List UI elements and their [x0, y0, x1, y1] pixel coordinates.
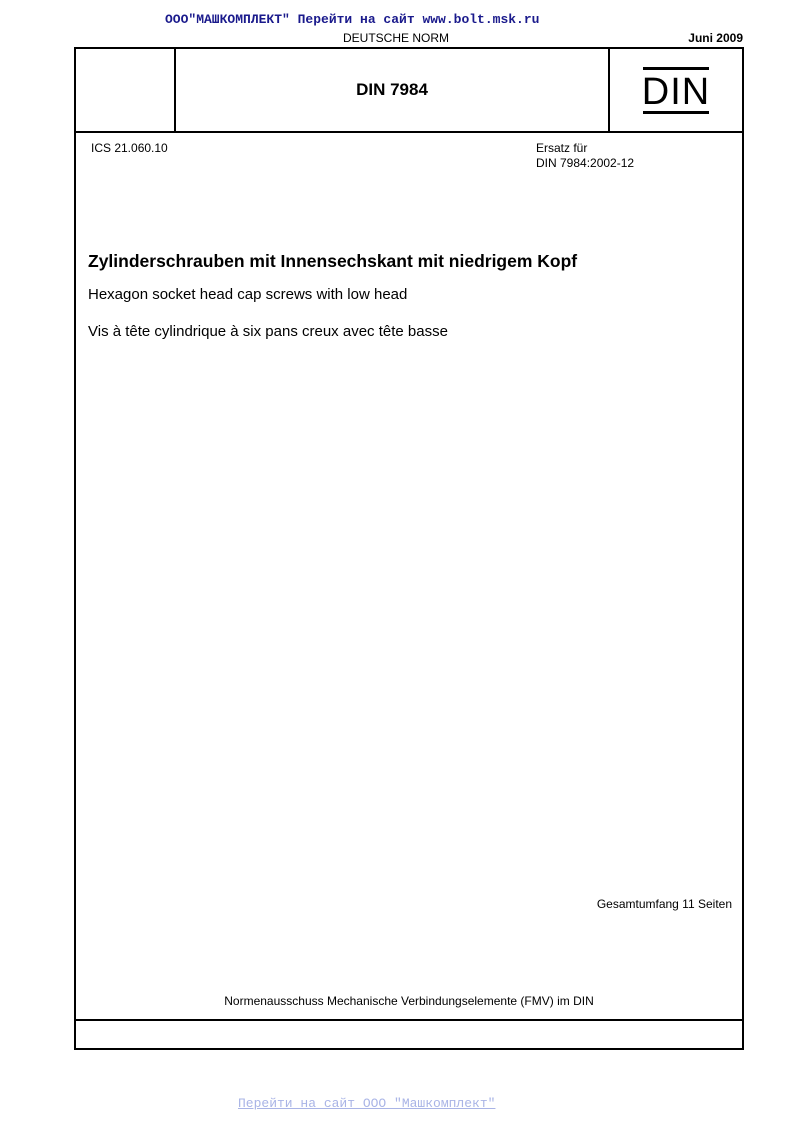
document-frame — [74, 47, 744, 1050]
publication-date: Juni 2009 — [688, 31, 743, 45]
replacement-value: DIN 7984:2002-12 — [536, 156, 635, 170]
din-logo-text: DIN — [641, 70, 711, 113]
ics-code: ICS 21.060.10 — [91, 141, 168, 155]
replacement-info — [536, 141, 634, 171]
title-french: Vis à tête cylindrique à six pans creux avec tête basse — [88, 323, 448, 340]
site-banner: ООО"МАШКОМПЛЕКТ" Перейти на сайт www.bolt.msk.ru — [165, 12, 540, 27]
footer-divider — [76, 1019, 742, 1021]
norm-label: DEUTSCHE NORM — [343, 31, 450, 45]
committee: Normenausschuss Mechanische Verbindungselemente (FMV) im DIN — [224, 994, 594, 1008]
din-logo-cell — [610, 49, 742, 131]
header-row — [76, 49, 742, 133]
total-pages: Gesamtumfang 11 Seiten — [596, 897, 732, 911]
header-empty-cell — [76, 49, 176, 131]
replacement-label: Ersatz für — [536, 141, 588, 155]
title-english: Hexagon socket head cap screws with low head — [88, 286, 408, 303]
din-logo — [643, 67, 709, 114]
site-link[interactable]: Перейти на сайт ООО "Машкомплект" — [238, 1096, 496, 1111]
standard-number: DIN 7984 — [176, 49, 610, 131]
title-german: Zylinderschrauben mit Innensechskant mit niedrigem Kopf — [88, 251, 578, 271]
